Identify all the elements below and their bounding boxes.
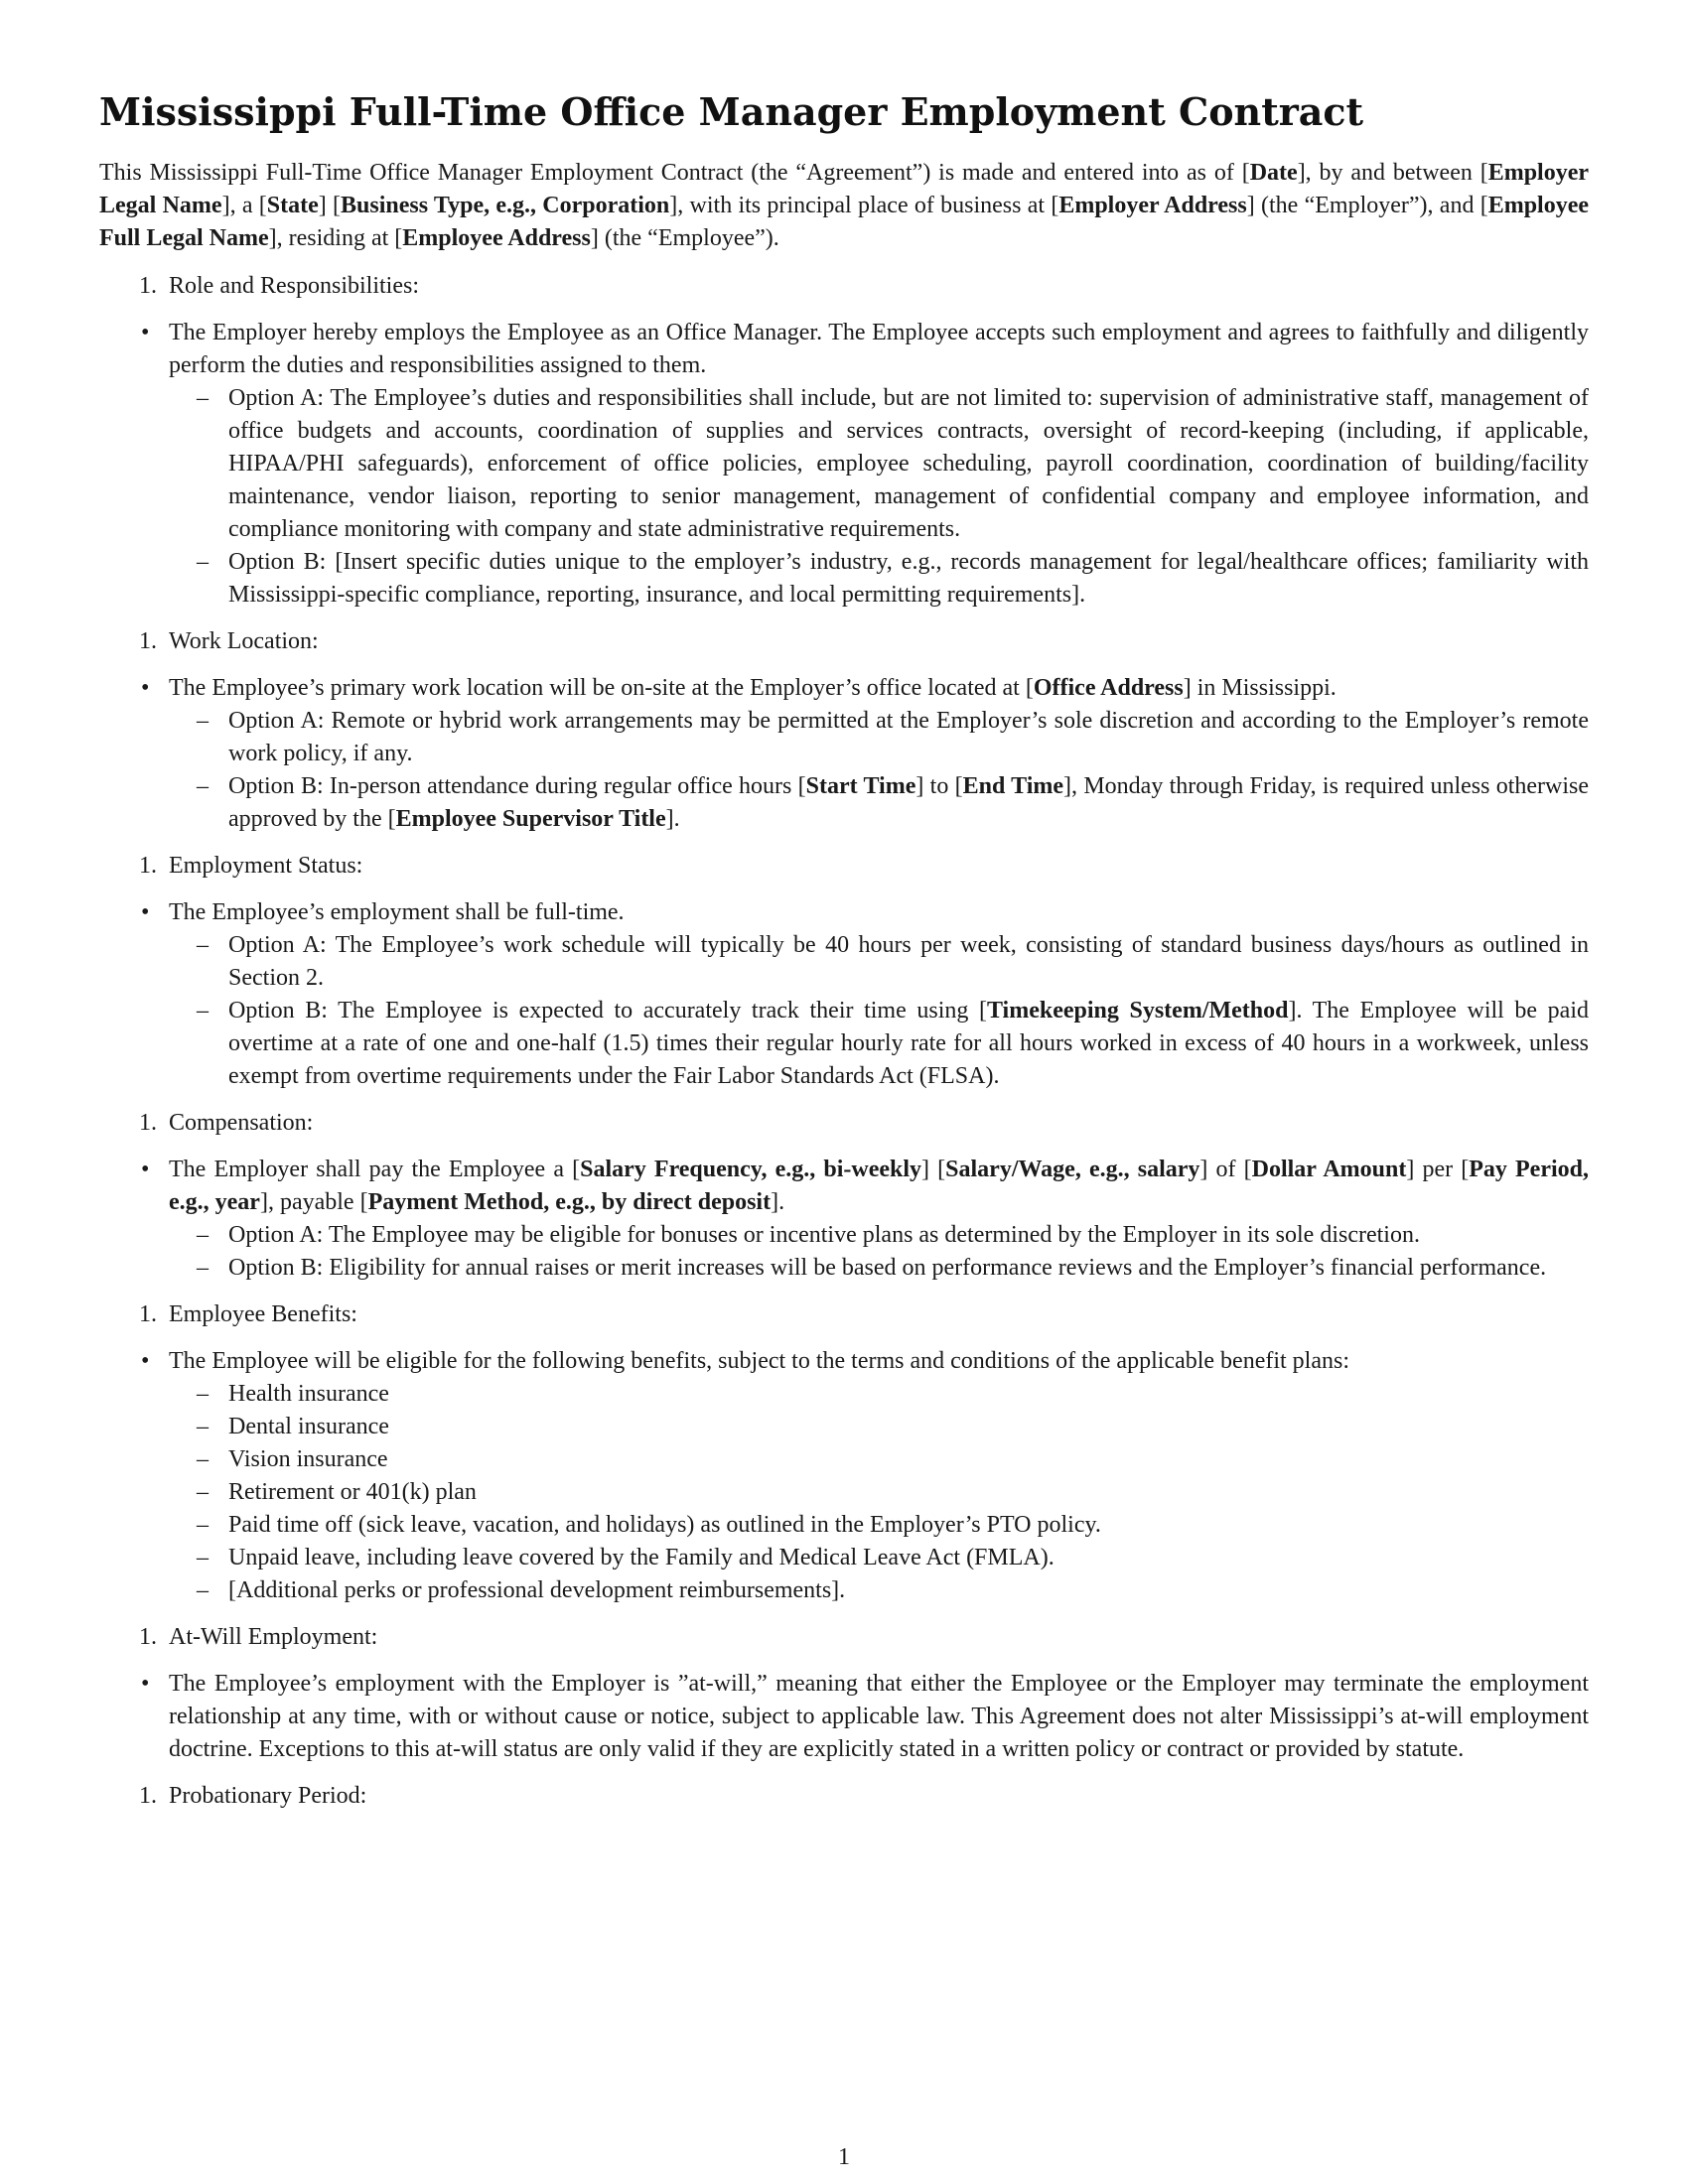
option-text: ], Monday through Friday, is required unless otherwise approved by the [ [228,773,1590,832]
bullet-item [99,896,1589,929]
section-number: 1. [139,1624,157,1650]
bullet-text: ] [ [921,1157,946,1182]
section-number: 1. [139,1783,157,1809]
option-text: Option B: Eligibility for annual raises or merit increases will be based on performance reviews and the Employer’s financial performance. [228,1255,1547,1281]
dash-icon: – [197,1512,209,1538]
benefit-list [99,1378,1589,1607]
placeholder-employer-address: Employer Address [1058,193,1247,218]
benefit-item [99,1509,1589,1542]
benefit-item [99,1542,1589,1574]
option-list [99,1219,1589,1285]
dash-icon: – [197,1222,209,1248]
bullet-item [99,317,1589,382]
option-item [99,705,1589,770]
intro-text: ] [ [318,193,341,218]
dash-icon: – [197,1446,209,1472]
benefit-text: Health insurance [228,1381,389,1407]
dash-icon: – [197,998,209,1024]
dash-icon: – [197,932,209,958]
option-item [99,929,1589,995]
bullet-text: The Employee’s employment shall be full-time. [169,899,625,925]
placeholder-payment-method: Payment Method, e.g., by direct deposit [367,1189,772,1215]
placeholder-employee-address: Employee Address [402,225,591,251]
placeholder-employee-name: Employee Full Legal Name [99,193,1590,251]
option-item [99,770,1589,836]
placeholder-office-address: Office Address [1033,675,1184,701]
bullet-text: The Employer shall pay the Employee a [ [169,1157,581,1182]
document-title: Mississippi Full-Time Office Manager Employment Contract [99,89,1364,134]
section-number: 1. [139,273,157,299]
benefit-item [99,1378,1589,1411]
bullet-text: The Employer hereby employs the Employee as an Office Manager. The Employee accepts such employment and agrees to faithfully and diligently perform the duties and responsibilities assigned to them. [169,320,1589,378]
bullet-icon: • [141,899,150,925]
placeholder-employer-legal-name: Employer Legal Name [99,160,1590,218]
section-number: 1. [139,1301,157,1327]
section-heading-employment-status [99,850,1589,883]
section-heading-work-location [99,625,1589,658]
section-heading-role [99,270,1589,303]
dash-icon: – [197,1479,209,1505]
bullet-item [99,672,1589,705]
section-label: Compensation: [169,1110,314,1136]
bullet-item [99,1668,1589,1766]
option-item [99,382,1589,546]
section-heading-benefits [99,1298,1589,1331]
section-label: Role and Responsibilities: [169,273,419,299]
intro-text: ] (the “Employer”), and [ [1246,193,1488,218]
bullet-icon: • [141,320,150,345]
intro-text: ], by and between [ [1297,160,1488,186]
placeholder-pay-period: Pay Period, e.g., year [169,1157,1589,1215]
dash-icon: – [197,1381,209,1407]
option-text: Option B: [Insert specific duties unique to the employer’s industry, e.g., records management for legal/healthcare offices; familiarity with Mississippi-specific compliance, reporting, insurance, and local permitting requirements]. [228,549,1589,608]
section-label: Employee Benefits: [169,1301,357,1327]
bullet-icon: • [141,1157,150,1182]
option-item [99,546,1589,612]
section-heading-at-will [99,1621,1589,1654]
bullet-text: ] of [ [1199,1157,1252,1182]
bullet-text: The Employee’s primary work location will be on-site at the Employer’s office located at [ [169,675,1034,701]
section-heading-compensation [99,1107,1589,1140]
dash-icon: – [197,773,209,799]
option-text: Option A: The Employee’s duties and responsibilities shall include, but are not limited to: supervision of administrative staff, management of office budgets and accounts, coordination of supplies and services contracts, oversight of record-keeping (including, if applicable, HIPAA/PHI safeguards), enforcement of office policies, employee scheduling, payroll coordination, coordination of building/facility maintenance, vendor liaison, reporting to senior management, management of confidential company and employee information, and compliance monitoring with company and state administrative requirements. [228,385,1589,542]
benefit-text: Unpaid leave, including leave covered by the Family and Medical Leave Act (FMLA). [228,1545,1055,1570]
option-list [99,382,1589,612]
bullet-text: ] per [ [1406,1157,1470,1182]
intro-text: ], with its principal place of business at [ [669,193,1059,218]
page-number: 1 [838,2144,850,2170]
benefit-item [99,1574,1589,1607]
bullet-text: The Employee’s employment with the Employer is ”at-will,” meaning that either the Employee or the Employer may terminate the employment relationship at any time, with or without cause or notice, subject to applicable law. This Agreement does not alter Mississippi’s at-will employment doctrine. Exceptions to this at-will status are only valid if they are explicitly stated in a written policy or contract or provided by statute. [169,1671,1589,1762]
bullet-text: The Employee will be eligible for the following benefits, subject to the terms and conditions of the applicable benefit plans: [169,1348,1350,1374]
placeholder-state: State [266,193,319,218]
section-number: 1. [139,628,157,654]
benefit-text: Paid time off (sick leave, vacation, and holidays) as outlined in the Employer’s PTO policy. [228,1512,1101,1538]
option-text: ]. [665,806,680,832]
placeholder-end-time: End Time [962,773,1064,799]
benefit-item [99,1476,1589,1509]
section-number: 1. [139,1110,157,1136]
dash-icon: – [197,549,209,575]
placeholder-supervisor-title: Employee Supervisor Title [395,806,666,832]
benefit-text: Vision insurance [228,1446,388,1472]
dash-icon: – [197,1577,209,1603]
benefit-item [99,1411,1589,1443]
benefit-text: Retirement or 401(k) plan [228,1479,477,1505]
intro-paragraph [99,157,1589,255]
bullet-icon: • [141,1348,150,1374]
placeholder-date: Date [1249,160,1298,186]
dash-icon: – [197,385,209,411]
placeholder-start-time: Start Time [805,773,916,799]
benefit-text: Dental insurance [228,1414,389,1439]
section-label: At-Will Employment: [169,1624,378,1650]
option-text: Option A: The Employee’s work schedule will typically be 40 hours per week, consisting of standard business days/hours as outlined in Section 2. [228,932,1589,991]
intro-text: ] (the “Employee”). [590,225,779,251]
dash-icon: – [197,1414,209,1439]
section-label: Probationary Period: [169,1783,367,1809]
option-list [99,705,1589,836]
option-list [99,929,1589,1093]
section-label: Work Location: [169,628,319,654]
option-text: ] to [ [915,773,963,799]
option-item [99,1219,1589,1252]
section-label: Employment Status: [169,853,363,879]
option-item [99,995,1589,1093]
dash-icon: – [197,708,209,734]
dash-icon: – [197,1255,209,1281]
placeholder-timekeeping-system: Timekeeping System/Method [986,998,1289,1024]
intro-text: ], residing at [ [268,225,403,251]
intro-text: ], a [ [221,193,267,218]
option-text: ]. The Employee will be paid overtime at a rate of one and one-half (1.5) times their regular hourly rate for all hours worked in excess of 40 hours in a workweek, unless exempt from overtime requirements under the Fair Labor Standards Act (FLSA). [228,998,1590,1089]
document-page [99,87,1589,1827]
bullet-item [99,1154,1589,1219]
section-heading-probationary [99,1780,1589,1813]
bullet-text: ], payable [ [259,1189,368,1215]
benefit-text: [Additional perks or professional development reimbursements]. [228,1577,846,1603]
option-text: Option A: Remote or hybrid work arrangements may be permitted at the Employer’s sole discretion and according to the Employer’s remote work policy, if any. [228,708,1589,766]
intro-text: This Mississippi Full-Time Office Manager Employment Contract (the “Agreement”) is made and entered into as of [ [99,160,1250,186]
option-item [99,1252,1589,1285]
section-number: 1. [139,853,157,879]
option-text: Option B: In-person attendance during regular office hours [ [228,773,806,799]
placeholder-salary-wage: Salary/Wage, e.g., salary [945,1157,1200,1182]
option-text: Option B: The Employee is expected to accurately track their time using [ [228,998,987,1024]
bullet-text: ] in Mississippi. [1183,675,1336,701]
dash-icon: – [197,1545,209,1570]
placeholder-dollar-amount: Dollar Amount [1251,1157,1407,1182]
bullet-icon: • [141,675,150,701]
placeholder-business-type: Business Type, e.g., Corporation [341,193,670,218]
benefit-item [99,1443,1589,1476]
placeholder-salary-frequency: Salary Frequency, e.g., bi-weekly [580,1157,922,1182]
bullet-text: ]. [771,1189,785,1215]
bullet-item [99,1345,1589,1378]
option-text: Option A: The Employee may be eligible for bonuses or incentive plans as determined by the Employer in its sole discretion. [228,1222,1420,1248]
bullet-icon: • [141,1671,150,1697]
